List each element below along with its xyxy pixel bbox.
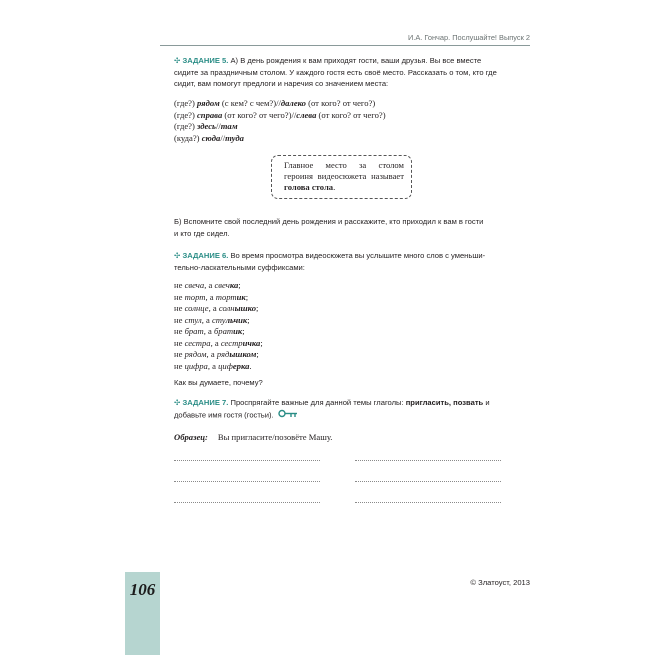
page-number: 106 [129, 580, 156, 599]
list-item: (куда?) сюда//туда [174, 132, 244, 143]
list-item: не торт, а тортик; [174, 291, 249, 302]
task-marker-icon: ✣ [174, 56, 181, 65]
task-5-title: ЗАДАНИЕ 5. [182, 56, 229, 65]
list-item: не сестра, а сестричка; [174, 337, 263, 348]
list-item: (где?) здесь//там [174, 121, 238, 131]
answer-line[interactable] [355, 481, 501, 482]
answer-line[interactable] [174, 481, 320, 482]
header-rule [160, 45, 530, 46]
sample-text: Вы пригласите/позовёте Машу. [217, 432, 333, 442]
sample [174, 432, 332, 442]
task-marker-icon: ✣ [174, 398, 181, 407]
list-item: не солнце, а солнышко; [174, 303, 259, 313]
list-item: не рядом, а рядышком; [174, 349, 259, 359]
sample-label: Образец: [174, 432, 208, 442]
task-5-line-1: А) В день рождения к вам приходят гости, ваши друзья. Вы все вместе [228, 56, 482, 65]
list-item: не стул, а стульчик; [174, 314, 250, 325]
page-number-tab [125, 572, 160, 655]
task-6-title: ЗАДАНИЕ 6. [182, 251, 229, 260]
list-item: не цифра, а циферка. [174, 360, 252, 371]
copyright: © Златоуст, 2013 [470, 578, 530, 587]
preposition-list [174, 98, 386, 144]
note-box: Главное место за столом героиня видеосюжета называет голова стола. [271, 155, 412, 199]
diminutive-list [174, 280, 263, 372]
task-7-intro: ✣ ЗАДАНИЕ 7. Проспрягайте важные для данной темы глаголы: пригласить, позвать и добавьте имя гостя (гостьи). [174, 397, 530, 421]
answer-line[interactable] [355, 460, 501, 461]
task-7-title: ЗАДАНИЕ 7. [182, 398, 229, 407]
list-item: не брат, а братик; [174, 326, 245, 336]
list-item: (где?) рядом (с кем? с чем?)//далеко (от кого? от чего?) [174, 98, 376, 108]
task-5-line-2: сидите за праздничным столом. У каждого гостя есть своё место. Рассказать о том, кто где [174, 67, 497, 77]
task-6-intro: ✣ ЗАДАНИЕ 6. Во время просмотра видеосюжета вы услышите много слов с уменьши- тельно-ласкательными суффиксами: [174, 251, 486, 272]
list-item: не свеча, а свечка; [174, 280, 241, 290]
note-text: Главное место за столом героиня видеосюжета называет [284, 160, 404, 182]
task-5-intro [174, 55, 530, 90]
task-6-question: Как вы думаете, почему? [174, 378, 263, 387]
task-5-part-b: Б) Вспомните свой последний день рождения и расскажите, кто приходил к вам в гости и кто где сидел. [174, 217, 484, 238]
task-marker-icon: ✣ [174, 251, 181, 260]
task-5-line-3: сидит, вам помогут предлоги и наречия со значением места: [174, 79, 389, 88]
answer-line[interactable] [355, 502, 501, 503]
answer-line[interactable] [174, 460, 320, 461]
answer-line[interactable] [174, 502, 320, 503]
key-icon [278, 409, 298, 422]
note-bold: голова стола [284, 182, 334, 193]
running-header: И.А. Гончар. Послушайте! Выпуск 2 [407, 33, 530, 42]
list-item: (где?) справа (от кого? от чего?)//слева (от кого? от чего?) [174, 109, 386, 120]
